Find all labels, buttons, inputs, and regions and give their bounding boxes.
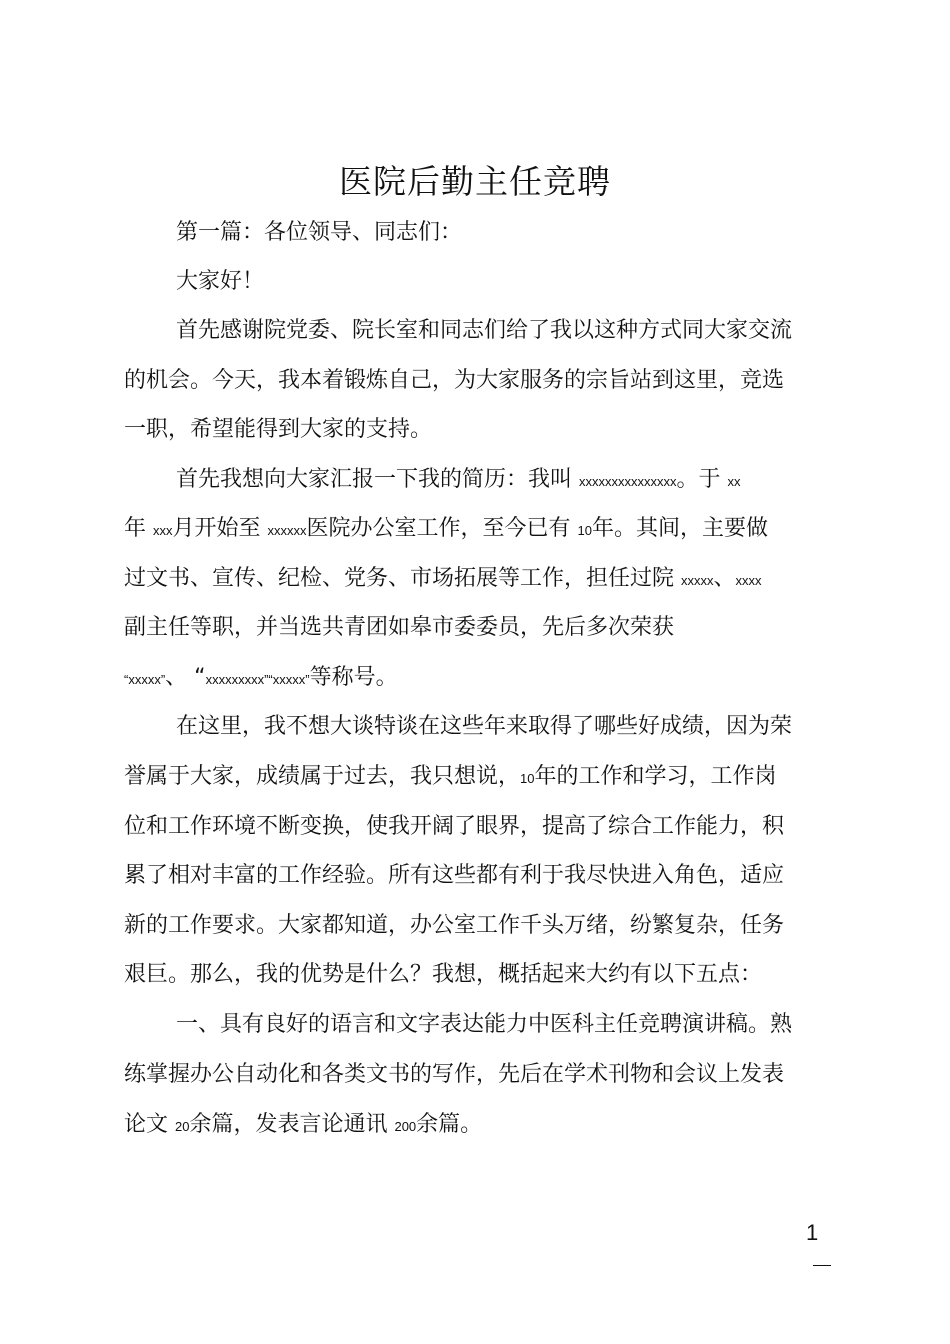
text-run: 年: [124, 516, 153, 541]
paragraph-line: 新的工作要求。大家都知道，办公室工作千头万绪，纷繁复杂，任务: [124, 913, 785, 938]
placeholder-text: xxxxxx: [267, 523, 307, 538]
paragraph-line: 在这里，我不想大谈特谈在这些年来取得了哪些好成绩，因为荣: [176, 714, 793, 739]
number-text: 10: [520, 771, 535, 786]
paragraph-line: 的机会。今天，我本着锻炼自己，为大家服务的宗旨站到这里，竞选: [124, 368, 785, 393]
paragraph-line: [124, 514, 844, 546]
paragraph-line: 累了相对丰富的工作经验。所有这些都有利于我尽快进入角色，适应: [124, 863, 785, 888]
text-run: 年。其间，主要做: [591, 516, 768, 541]
text-run: 、 “: [165, 665, 206, 690]
document-title: 医院后勤主任竞聘: [339, 162, 611, 201]
placeholder-text: xxxx: [735, 573, 762, 588]
paragraph-line: [124, 663, 844, 695]
placeholder-text: xxxxx: [681, 573, 714, 588]
paragraph-line: [176, 465, 846, 497]
paragraph-line: [124, 1110, 844, 1142]
number-text: 20: [175, 1119, 190, 1134]
placeholder-text: xxx: [153, 523, 173, 538]
text-run: 论文: [124, 1112, 175, 1137]
placeholder-text: xxxxxxxxxxxxxxx: [579, 474, 677, 489]
text-run: 。于: [676, 467, 728, 492]
placeholder-text: xxxxxxxxx”“xxxxx”: [205, 672, 310, 687]
paragraph-line: 练掌握办公自动化和各类文书的写作，先后在学术刊物和会议上发表: [124, 1062, 785, 1087]
text-run: 医院办公室工作，至今已有: [306, 516, 578, 541]
text-run: 等称号。: [309, 665, 398, 690]
placeholder-text: “xxxxx”: [124, 672, 166, 687]
paragraph-line: 艰巨。那么，我的优势是什么？我想，概括起来大约有以下五点：: [124, 962, 763, 987]
paragraph-line: 副主任等职，并当选共青团如皋市委委员，先后多次荣获: [124, 615, 675, 640]
paragraph-line: 位和工作环境不断变换，使我开阔了眼界，提高了综合工作能力，积: [124, 814, 785, 839]
placeholder-text: xx: [727, 474, 741, 489]
text-run: 月开始至: [172, 516, 268, 541]
number-text: 200: [394, 1119, 417, 1134]
paragraph-line: [124, 564, 844, 596]
text-run: 过文书、宣传、纪检、党务、市场拓展等工作，担任过院: [124, 566, 681, 591]
number-text: 10: [577, 523, 592, 538]
page-number-rule: [813, 1265, 831, 1266]
salutation-line: 第一篇：各位领导、同志们：: [176, 220, 463, 245]
text-run: 首先我想向大家汇报一下我的简历：我叫: [176, 467, 579, 492]
text-run: 年的工作和学习，工作岗: [534, 764, 777, 789]
text-run: 誉属于大家，成绩属于过去，我只想说，: [124, 764, 521, 789]
paragraph-line: [124, 762, 844, 794]
page-number: 1: [806, 1220, 819, 1245]
paragraph-line: 首先感谢院党委、院长室和同志们给了我以这种方式同大家交流: [176, 318, 793, 343]
text-run: 余篇，发表言论通讯: [189, 1112, 395, 1137]
paragraph-line: 一、具有良好的语言和文字表达能力中医科主任竞聘演讲稿。熟: [176, 1012, 793, 1037]
text-run: 、: [713, 566, 736, 591]
paragraph-line: 一职，希望能得到大家的支持。: [124, 417, 433, 442]
greeting-line: 大家好！: [176, 269, 265, 294]
text-run: 余篇。: [416, 1112, 483, 1137]
